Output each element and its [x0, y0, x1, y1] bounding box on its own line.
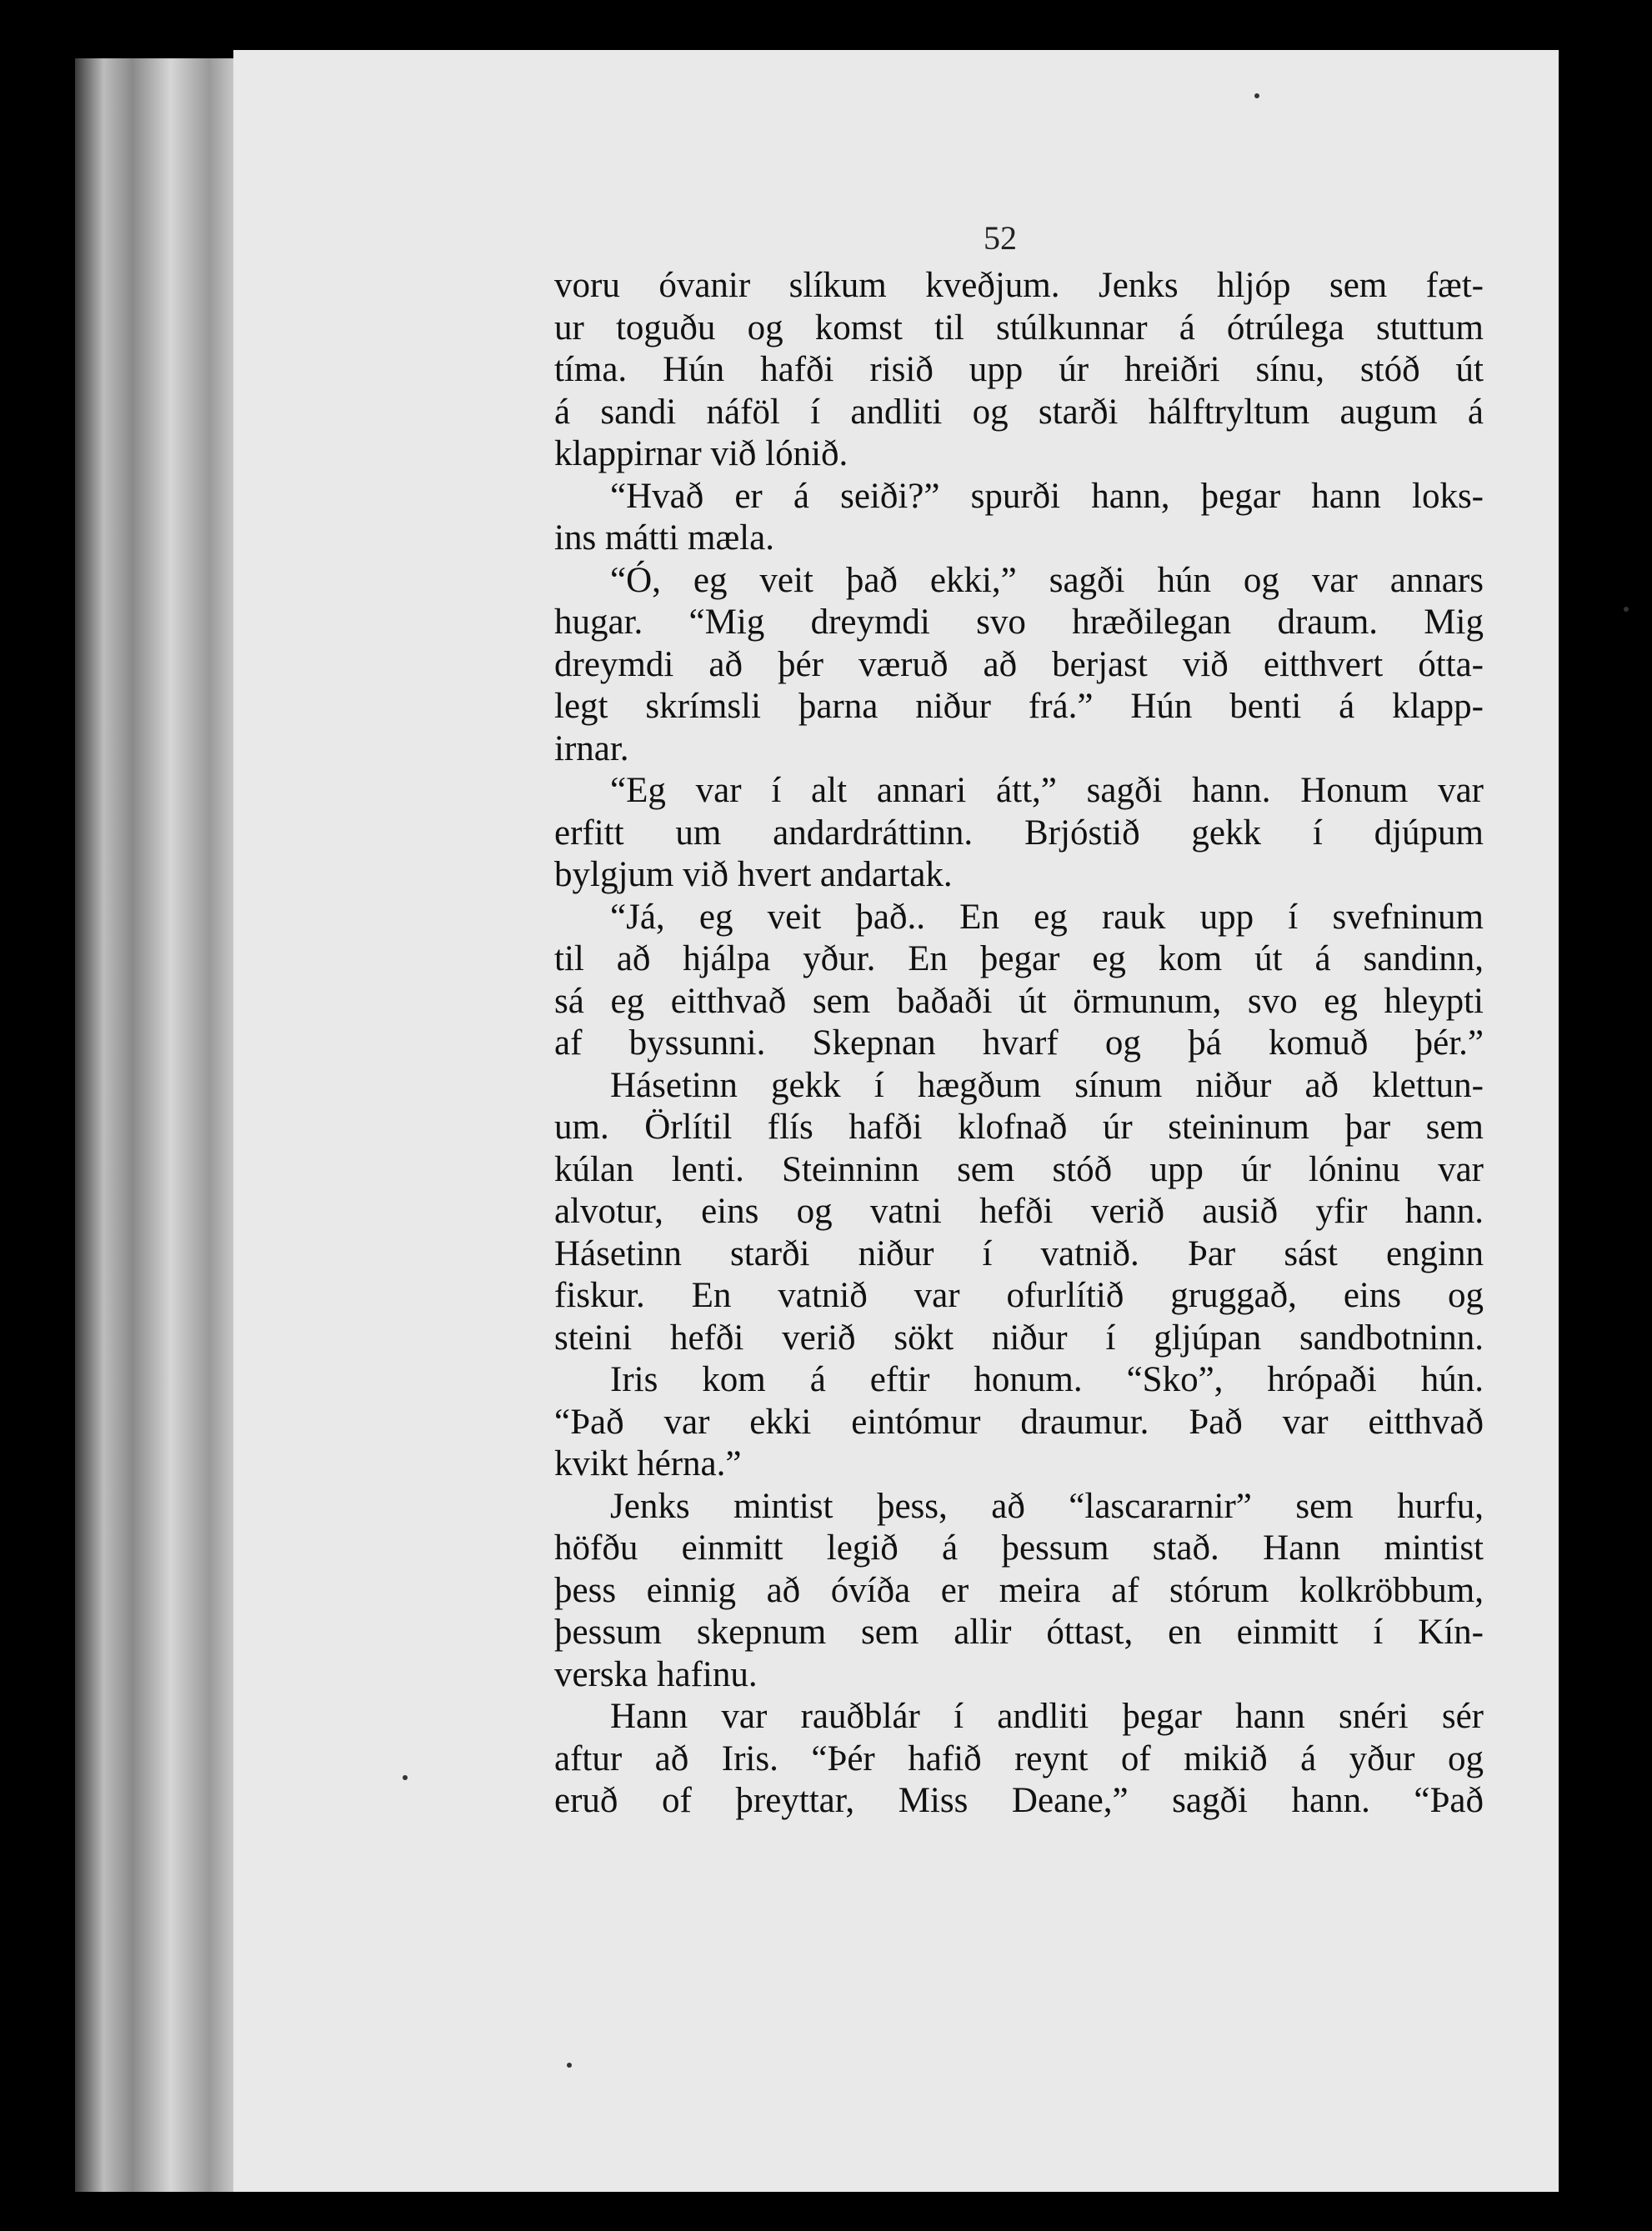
text-line: voru óvanir slíkum kveðjum. Jenks hljóp sem fæt-	[554, 266, 1484, 305]
text-line: Hásetinn starði niður í vatnið. Þar sást enginn	[554, 1233, 1484, 1273]
text-line: “Eg var í alt annari átt,” sagði hann. Honum var	[610, 771, 1484, 810]
text-line: tíma. Hún hafði risið upp úr hreiðri sínu, stóð út	[554, 350, 1484, 389]
text-line: kvikt hérna.”	[554, 1444, 742, 1483]
page-number: 52	[984, 219, 1017, 257]
text-line: höfðu einmitt legið á þessum stað. Hann mintist	[554, 1528, 1484, 1568]
text-line: ins mátti mæla.	[554, 518, 774, 558]
text-line: hugar. “Mig dreymdi svo hræðilegan draum. Mig	[554, 603, 1484, 642]
text-line: þess einnig að óvíða er meira af stórum kolkröbbum,	[554, 1570, 1484, 1610]
text-line: “Hvað er á seiði?” spurði hann, þegar hann loks-	[610, 476, 1484, 516]
text-line: dreymdi að þér væruð að berjast við eitthvert ótta-	[554, 644, 1484, 684]
text-line: “Það var ekki eintómur draumur. Það var eitthvað	[554, 1402, 1484, 1442]
text-line: á sandi náföl í andliti og starði hálftryltum augum á	[554, 392, 1484, 432]
text-line: klappirnar við lónið.	[554, 434, 849, 473]
text-line: verska hafinu.	[554, 1654, 758, 1694]
text-line: “Ó, eg veit það ekki,” sagði hún og var annars	[610, 560, 1484, 600]
text-line: til að hjálpa yður. En þegar eg kom út á sandinn,	[554, 939, 1484, 978]
text-line: steini hefði verið sökt niður í gljúpan sandbotninn.	[554, 1318, 1484, 1358]
text-line: irnar.	[554, 728, 629, 768]
dust-speck	[567, 2063, 572, 2068]
text-line: sá eg eitthvað sem baðaði út örmunum, svo eg hleypti	[554, 981, 1484, 1021]
dust-speck	[403, 1775, 408, 1780]
text-line: fiskur. En vatnið var ofurlítið gruggað, eins og	[554, 1276, 1484, 1315]
text-line: aftur að Iris. “Þér hafið reynt of mikið á yður og	[554, 1738, 1484, 1778]
text-line: Iris kom á eftir honum. “Sko”, hrópaði hún.	[610, 1360, 1484, 1399]
text-line: þessum skepnum sem allir óttast, en einmitt í Kín-	[554, 1613, 1484, 1652]
dust-speck	[1624, 607, 1629, 612]
text-line: alvotur, eins og vatni hefði verið ausið yfir hann.	[554, 1192, 1484, 1231]
body-text	[554, 265, 1484, 1823]
text-line: um. Örlítil flís hafði klofnað úr steininum þar sem	[554, 1108, 1484, 1147]
text-line: Jenks mintist þess, að “lascararnir” sem hurfu,	[610, 1486, 1484, 1526]
text-line: af byssunni. Skepnan hvarf og þá komuð þér.”	[554, 1023, 1484, 1063]
text-line: eruð of þreyttar, Miss Deane,” sagði hann. “Það	[554, 1781, 1484, 1820]
text-line: erfitt um andardráttinn. Brjóstið gekk í djúpum	[554, 813, 1484, 853]
text-line: “Já, eg veit það.. En eg rauk upp í svefninum	[610, 897, 1484, 937]
text-line: Hásetinn gekk í hægðum sínum niður að klettun-	[610, 1065, 1484, 1105]
text-line: bylgjum við hvert andartak.	[554, 855, 953, 894]
text-line: ur toguðu og komst til stúlkunnar á ótrúlega stuttum	[554, 308, 1484, 348]
text-line: Hann var rauðblár í andliti þegar hann snéri sér	[610, 1697, 1484, 1736]
dust-speck	[1254, 93, 1259, 98]
text-line: kúlan lenti. Steinninn sem stóð upp úr lóninu var	[554, 1149, 1484, 1189]
text-line: legt skrímsli þarna niður frá.” Hún benti á klapp-	[554, 687, 1484, 726]
